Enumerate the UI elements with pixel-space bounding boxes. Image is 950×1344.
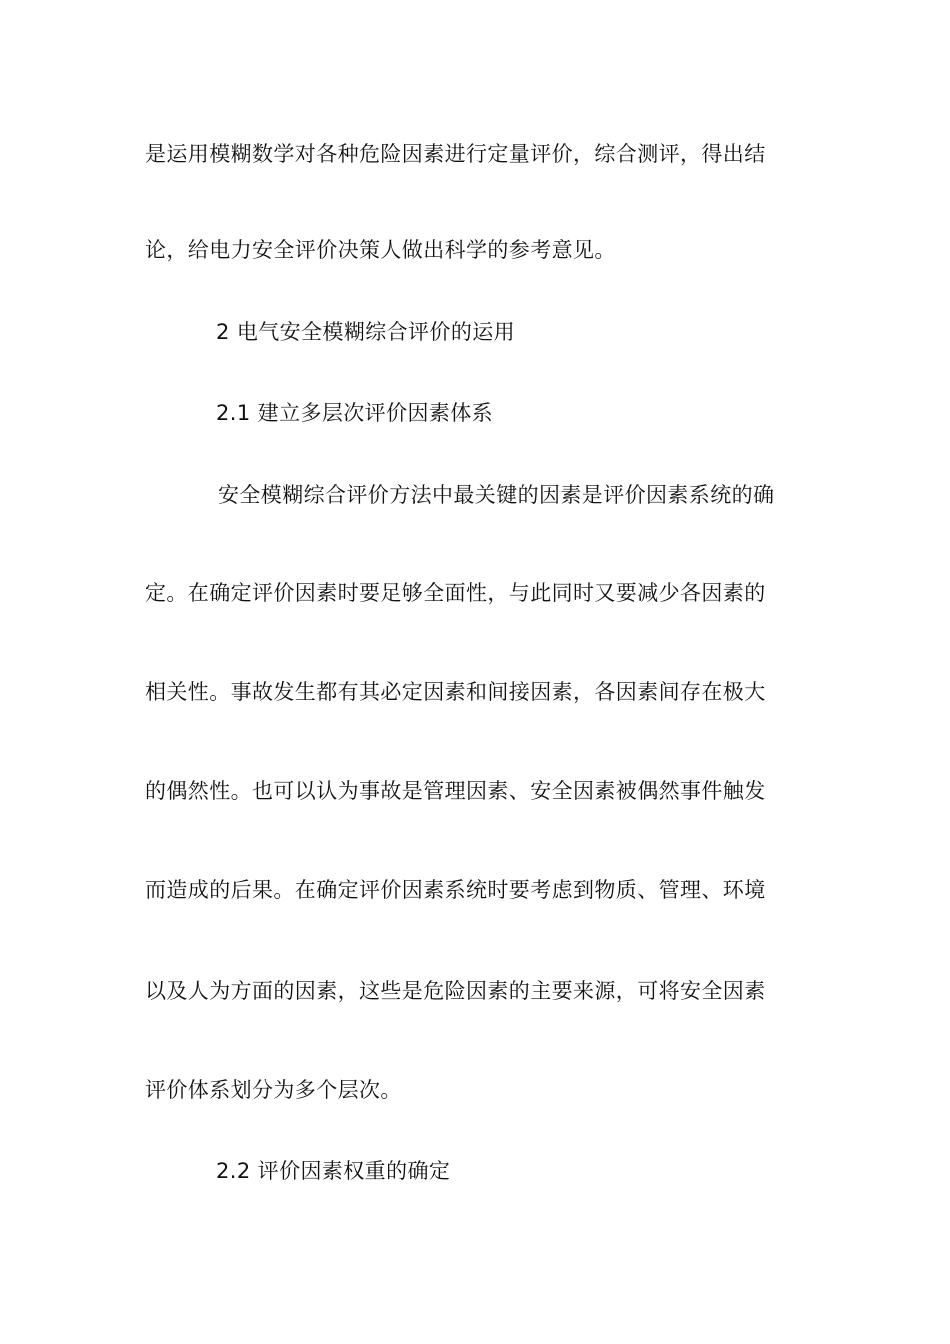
paragraph-line: 相关性。事故发生都有其必定因素和间接因素，各因素间存在极大 bbox=[145, 680, 766, 704]
paragraph-line: 以及人为方面的因素，这些是危险因素的主要来源，可将安全因素 bbox=[145, 979, 766, 1003]
subsection-heading: 2.1 建立多层次评价因素体系 bbox=[216, 401, 494, 425]
paragraph-line: 定。在确定评价因素时要足够全面性，与此同时又要减少各因素的 bbox=[145, 581, 766, 605]
paragraph-line: 的偶然性。也可以认为事故是管理因素、安全因素被偶然事件触发 bbox=[145, 779, 766, 803]
body-text-line: 是运用模糊数学对各种危险因素进行定量评价，综合测评，得出结 bbox=[145, 142, 766, 166]
paragraph-line: 评价体系划分为多个层次。 bbox=[145, 1078, 402, 1102]
paragraph-line: 而造成的后果。在确定评价因素系统时要考虑到物质、管理、环境 bbox=[145, 878, 766, 902]
paragraph-line: 安全模糊综合评价方法中最关键的因素是评价因素系统的确 bbox=[218, 483, 775, 507]
body-text-line: 论，给电力安全评价决策人做出科学的参考意见。 bbox=[145, 238, 616, 262]
subsection-heading: 2.2 评价因素权重的确定 bbox=[216, 1159, 451, 1183]
section-heading: 2 电气安全模糊综合评价的运用 bbox=[216, 320, 516, 344]
